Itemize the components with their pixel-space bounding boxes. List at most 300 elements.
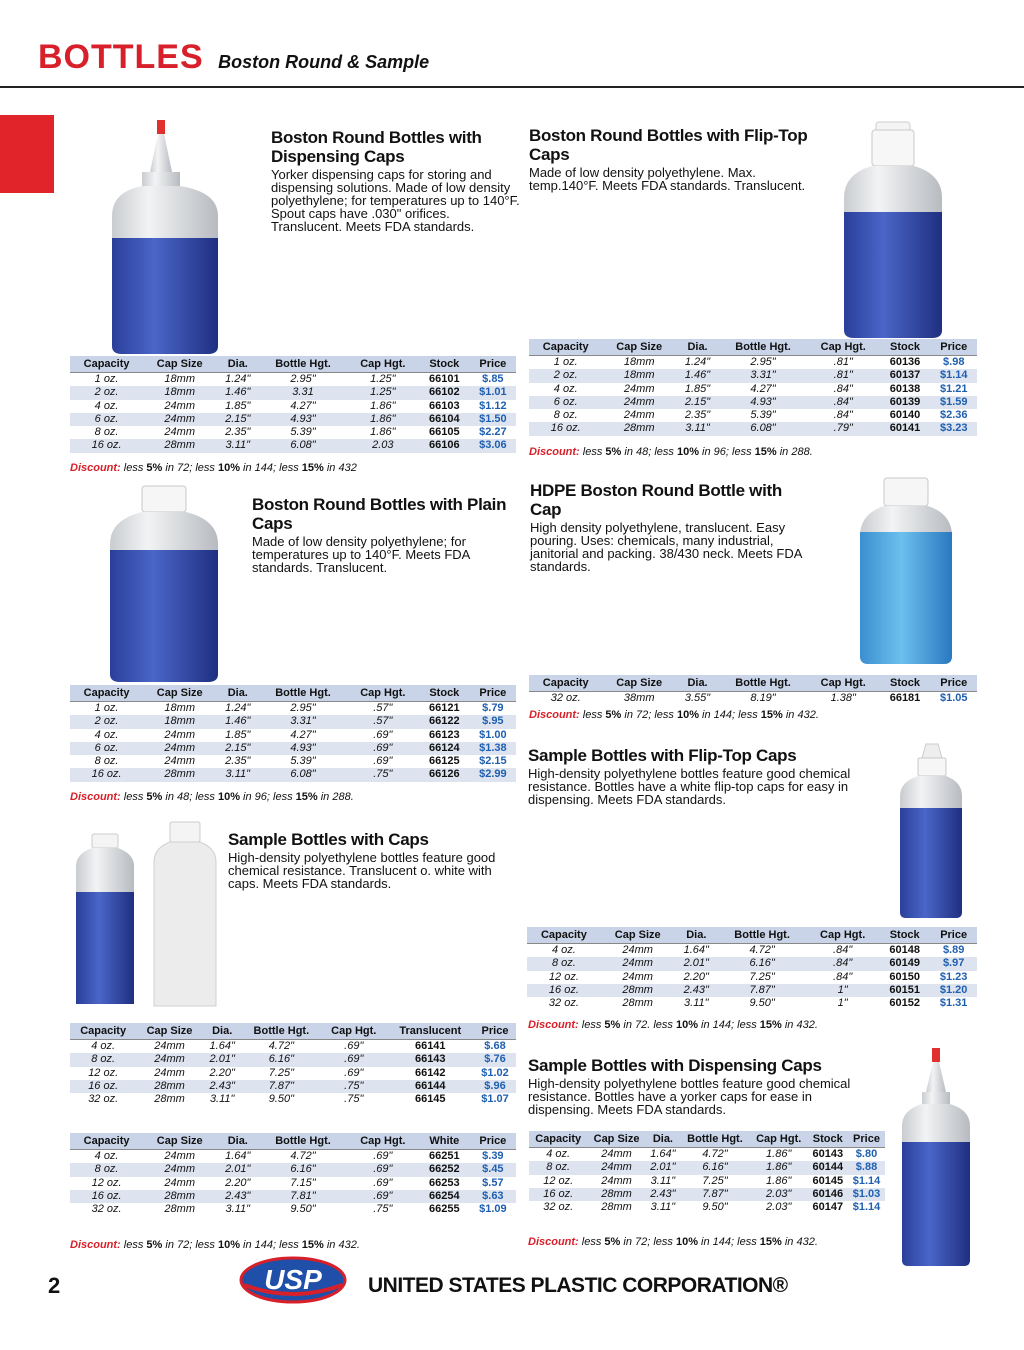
column-header: Capacity [70,356,143,373]
table-row [70,1040,516,1054]
table-cell: $2.99 [470,768,516,781]
table-cell: 66123 [429,728,460,741]
discount-part: 5% [605,709,622,721]
discount-part: in 288. [317,791,354,803]
discount-part: Discount: [70,462,121,474]
table-cell: 66104 [419,413,470,426]
table-row [70,768,516,781]
product-title: Sample Bottles with Flip-Top Caps [528,746,797,765]
table-cell: .69" [373,1176,393,1189]
table-cell: 8 oz. [553,409,578,422]
discount-part: less [578,1019,605,1031]
table-cell: 16 oz. [527,984,601,997]
table-cell: 66121 [419,702,470,716]
table-cell: .81" [807,369,880,382]
discount-part: 5% [604,1236,621,1248]
discount-part: Discount: [528,1019,579,1031]
table-cell: 24mm [623,409,655,422]
table-cell: 60137 [880,369,931,382]
discount-part: 10% [217,1239,240,1251]
table-cell: 4.93" [259,413,346,426]
table-cell: .84" [833,382,853,395]
table-cell: 2.43" [203,1080,242,1093]
table-cell: 24mm [622,970,653,983]
table-cell: $1.05 [930,692,977,706]
table-cell: 3.55" [676,692,719,706]
table-header-row [529,1131,885,1148]
table-cell: .69" [347,1163,419,1176]
discount-part: 10% [675,1236,698,1248]
column-header: Capacity [529,1131,587,1148]
table-cell: 24mm [143,1150,216,1164]
table-cell: 24mm [143,742,216,755]
discount-part: 15% [301,1239,324,1251]
product-title: HDPE Boston Round Bottle with Cap [530,481,782,519]
table-cell: .81" [807,356,880,370]
table-cell: 4 oz. [553,382,578,395]
plain-cap-bottle-image [104,484,224,684]
table-cell: .75" [347,768,419,781]
table-cell: 2.15" [216,742,259,755]
discount-part: 10% [676,709,699,721]
table-cell: .69" [321,1053,387,1066]
table-cell: 4.72" [680,1148,750,1162]
table-cell: 2.43" [675,984,718,997]
table-row [70,702,516,716]
company-name: UNITED STATES PLASTIC CORPORATION® [368,1274,788,1297]
table-header-row [70,685,516,702]
column-header: Capacity [529,675,602,692]
table-cell: 24mm [164,755,195,768]
table-cell: 1.46" [216,715,259,728]
discount-part: in 48; less [621,446,677,458]
table-cell: 28mm [143,1190,216,1203]
table-cell: 3.11" [650,1201,676,1214]
discount-part: Discount: [70,1239,121,1251]
table-row [527,984,977,997]
table-cell: 18mm [143,386,216,399]
table-cell: 24mm [136,1053,202,1066]
table-cell: 4.27" [750,382,776,395]
table-cell: $2.27 [479,426,507,439]
spec-table-flip-top [529,339,977,436]
table-cell: 24mm [587,1161,645,1174]
table-cell: 28mm [143,439,216,452]
column-header: Capacity [70,1023,136,1040]
table-row [70,1203,516,1216]
table-cell: $1.00 [479,728,507,741]
column-header: Cap Size [602,339,675,356]
table-cell: 60145 [812,1174,844,1187]
table-cell: 28mm [601,1201,632,1214]
table-cell: 2.20" [683,970,709,983]
table-cell: 1.86" [347,413,419,426]
table-cell: 8.19" [719,692,807,706]
table-cell: .69" [347,742,419,755]
discount-part: less [120,462,147,474]
column-header: Cap Size [136,1023,202,1040]
column-header: Bottle Hgt. [259,1133,346,1150]
table-cell: $.76 [474,1053,516,1066]
column-header: Price [848,1131,885,1148]
table-cell: 7.15" [290,1176,316,1189]
table-cell: .84" [806,944,879,958]
table-cell: 1.86" [750,1161,808,1174]
table-cell: 66103 [429,399,460,412]
column-header: Bottle Hgt. [718,927,806,944]
table-cell: 28mm [587,1188,645,1201]
discount-part: in 72. less [620,1019,676,1031]
table-cell: 66143 [387,1053,474,1066]
column-header: Capacity [70,685,143,702]
table-cell: 6.16" [680,1161,750,1174]
table-cell: .69" [373,728,393,741]
sample-dispensing-bottle-image [898,1046,974,1268]
table-cell: $.79 [470,702,516,716]
table-cell: 4.93" [719,396,807,409]
table-cell: 16 oz. [529,1188,587,1201]
column-header: Bottle Hgt. [680,1131,750,1148]
discount-part: in 432. [781,1019,818,1031]
table-cell: 28mm [143,768,216,781]
table-cell: 8 oz. [94,755,119,768]
table-cell: $1.01 [470,386,516,399]
table-cell: 66254 [419,1190,470,1203]
discount-note [528,1019,818,1031]
table-cell: 2.01" [216,1163,259,1176]
column-header: Cap Hgt. [347,685,419,702]
discount-part: 5% [604,1019,621,1031]
table-cell: .57" [347,715,419,728]
discount-part: 10% [217,462,240,474]
table-cell: $.97 [930,957,977,970]
table-cell: 60151 [879,984,930,997]
product-hdpe-boston-round [530,481,815,573]
table-cell: 2.35" [684,409,711,422]
discount-part: in 72; less [620,1236,676,1248]
discount-part: in 48; less [162,791,218,803]
column-header: Price [930,675,977,692]
table-row [70,1163,516,1176]
table-cell: .75" [344,1093,364,1106]
table-cell: 32 oz. [548,997,579,1010]
column-header: Cap Size [143,1133,216,1150]
table-row [529,1175,885,1188]
table-cell: 38mm [602,692,675,706]
column-header: Stock [419,685,470,702]
spec-table-sample-translucent [70,1023,516,1106]
table-header-row [529,675,977,692]
table-cell: 7.25" [702,1174,728,1187]
column-header: Price [470,685,516,702]
table-cell: 16 oz. [70,1080,136,1093]
discount-note [70,1239,360,1251]
table-row [529,1148,885,1162]
table-cell: 1" [837,997,848,1010]
table-row [529,1161,885,1174]
table-cell: 32 oz. [91,1203,122,1216]
table-cell: 6.08" [719,422,807,435]
discount-part: 5% [146,791,163,803]
product-flip-top-caps [529,126,809,192]
discount-part: 5% [146,462,163,474]
spec-table-sample-white [70,1133,516,1216]
discount-note [70,791,354,803]
table-cell: $1.50 [470,413,516,426]
discount-part: 15% [759,1019,782,1031]
table-cell: 1 oz. [70,373,143,387]
usp-logo-icon [238,1255,348,1305]
table-header-row [529,339,977,356]
table-cell: 2.43" [646,1188,680,1201]
column-header: Stock [880,339,931,356]
table-cell: 4.72" [259,1150,346,1164]
column-header: Dia. [216,685,259,702]
table-cell: 6 oz. [70,413,143,426]
column-header: White [419,1133,470,1150]
table-cell: 2.43" [216,1190,259,1203]
discount-part: Discount: [529,709,580,721]
product-sample-caps [228,830,520,890]
table-cell: $.39 [470,1150,516,1164]
table-cell: 2.35" [225,755,251,768]
table-cell: $1.20 [930,984,977,997]
table-cell: 12 oz. [91,1176,122,1189]
discount-part: 15% [760,709,783,721]
table-cell: 8 oz. [529,1161,587,1174]
column-header: Cap Hgt. [807,339,880,356]
table-cell: 4 oz. [70,1150,143,1164]
table-row [527,944,977,958]
discount-part: in 96; less [240,791,296,803]
column-header: Price [470,356,516,373]
table-cell: $1.14 [930,369,977,382]
table-cell: $.88 [848,1161,885,1174]
table-cell: 60150 [889,970,920,983]
table-row [70,386,516,399]
table-cell: 9.50" [702,1201,728,1214]
table-cell: 4 oz. [94,728,119,741]
flip-top-bottle-image [838,120,948,340]
table-cell: 24mm [164,1176,195,1189]
discount-part: in 144; less [698,1019,760,1031]
discount-part: in 96; less [699,446,755,458]
table-cell: 32 oz. [529,692,602,706]
table-cell: 66252 [419,1163,470,1176]
table-cell: 66141 [387,1040,474,1054]
table-cell: 18mm [143,715,216,728]
discount-part: in 144; less [698,1236,760,1248]
column-header: Cap Hgt. [347,356,419,373]
table-cell: 2.95" [719,356,807,370]
discount-part: Discount: [70,791,121,803]
table-cell: 8 oz. [70,1053,136,1066]
table-row [70,1080,516,1093]
table-cell: .84" [833,409,853,422]
table-cell: 66144 [387,1080,474,1093]
table-cell: 24mm [601,1174,632,1187]
table-cell: 1.25" [347,386,419,399]
table-cell: 2.01" [646,1161,680,1174]
table-row [70,1093,516,1106]
table-cell: $1.03 [848,1188,885,1201]
header-rule [0,86,1024,88]
table-cell: 3.11" [225,1203,251,1216]
discount-part: 10% [676,446,699,458]
table-cell: $1.14 [852,1174,881,1187]
table-cell: 2.03" [750,1188,808,1201]
section-title: BOTTLES [38,38,204,76]
table-cell: 12 oz. [543,1174,574,1187]
table-cell: 7.25" [268,1066,295,1079]
table-row [70,715,516,728]
table-cell: 66145 [414,1093,446,1106]
spec-table-sample-dispensing [529,1131,885,1214]
table-cell: 2 oz. [70,715,143,728]
table-cell: 60140 [889,409,921,422]
table-row [70,439,516,452]
table-row [70,742,516,755]
table-cell: $1.59 [930,396,977,409]
table-cell: .75" [373,1203,393,1216]
table-cell: $2.36 [939,409,968,422]
table-cell: 60136 [880,356,931,370]
table-cell: 60146 [808,1188,849,1201]
table-cell: 4 oz. [70,1040,136,1054]
product-description: Made of low density polyethylene; for temperatures up to 140°F. Meets FDA standards. Translucent. [252,534,470,575]
page-number: 2 [48,1273,61,1298]
column-header: Stock [419,356,470,373]
table-cell: 16 oz. [529,422,602,435]
table-cell: 1.86" [370,426,396,439]
discount-part: less [120,1239,147,1251]
table-cell: 1.24" [216,373,259,387]
discount-part: less [579,709,606,721]
table-cell: 6 oz. [70,742,143,755]
column-header: Cap Hgt. [750,1131,808,1148]
column-header: Price [930,927,977,944]
product-title: Boston Round Bottles with Plain Caps [252,495,507,533]
column-header: Dia. [675,927,718,944]
table-cell: 8 oz. [70,1163,143,1176]
table-cell: 3.31" [719,369,807,382]
discount-part: 5% [605,446,622,458]
product-plain-caps [252,495,517,574]
spec-table-hdpe [529,675,977,705]
table-cell: 2 oz. [529,369,602,382]
table-cell: $.89 [930,944,977,958]
table-cell: 6.16" [718,957,806,970]
table-cell: $3.06 [470,439,516,452]
dispensing-bottle-image [100,118,230,358]
product-description: High density polyethylene, translucent. Easy pouring. Uses: chemicals, many industrial, janitorial and packing. 38/430 neck. Meets FDA standards. [530,520,802,574]
column-header: Cap Size [601,927,675,944]
column-header: Bottle Hgt. [259,356,346,373]
table-row [70,400,516,413]
table-cell: 24mm [143,413,216,426]
discount-part: in 144; less [240,462,302,474]
table-cell: $.45 [470,1163,516,1176]
column-header: Dia. [203,1023,242,1040]
table-cell: 28mm [602,422,675,435]
column-header: Cap Hgt. [321,1023,387,1040]
table-cell: 66253 [429,1176,460,1189]
table-cell: .69" [373,755,393,768]
table-cell: 1.86" [370,399,396,412]
section-subtitle: Boston Round & Sample [218,52,430,72]
spec-table-sample-flip-top [527,927,977,1010]
table-cell: 24mm [164,399,195,412]
table-cell: 18mm [143,373,216,387]
discount-part: in 144; less [699,709,761,721]
column-header: Bottle Hgt. [242,1023,321,1040]
table-cell: 28mm [136,1080,202,1093]
product-description: Made of low density polyethylene. Max. temp.140°F. Meets FDA standards. Translucent. [529,165,806,193]
table-cell: 2.01" [203,1053,242,1066]
discount-part: in 144; less [240,1239,302,1251]
table-cell: 32 oz. [543,1201,574,1214]
table-cell: 4.27" [290,399,316,412]
table-cell: 60143 [808,1148,849,1162]
table-header-row [70,1023,516,1040]
table-cell: 60144 [808,1161,849,1174]
table-cell: 2.20" [225,1176,251,1189]
discount-note [528,1236,818,1248]
table-cell: 66122 [419,715,470,728]
table-row [527,997,977,1010]
table-cell: 18mm [602,356,675,370]
table-cell: 3.11" [216,439,259,452]
table-cell: 1 oz. [70,702,143,716]
table-cell: 1 oz. [529,356,602,370]
table-row [529,1188,885,1201]
table-row [529,383,977,396]
discount-part: in 72; less [621,709,677,721]
table-cell: $1.23 [939,970,968,983]
product-description: High-density polyethylene bottles feature good chemical resistance. Bottles have a yorker caps for ease in dispensing. Meets FDA standards. [528,1076,851,1117]
column-header: Cap Hgt. [806,927,879,944]
table-cell: 24mm [136,1040,202,1054]
table-cell: 3.11" [209,1093,235,1106]
table-cell: 24mm [154,1066,185,1079]
discount-note [529,446,813,458]
column-header: Stock [879,927,930,944]
table-cell: 2.20" [209,1066,235,1079]
table-cell: .69" [347,1190,419,1203]
table-cell: 1" [806,984,879,997]
table-cell: 2.15" [216,413,259,426]
table-cell: 12 oz. [88,1066,119,1079]
table-cell: 66251 [419,1150,470,1164]
column-header: Dia. [676,675,719,692]
table-cell: .84" [807,396,880,409]
table-cell: 3.11" [216,768,259,781]
table-row [70,1067,516,1080]
table-row [527,957,977,970]
discount-part: 5% [146,1239,163,1251]
table-cell: 16 oz. [70,1190,143,1203]
table-cell: 5.39" [290,755,316,768]
column-header: Dia. [216,356,259,373]
table-cell: 24mm [623,382,655,395]
table-cell: 7.87" [680,1188,750,1201]
table-cell: 66142 [414,1066,446,1079]
table-cell: $.95 [470,715,516,728]
discount-part: less [579,446,606,458]
table-cell: 6.08" [259,768,346,781]
discount-part: less [120,791,147,803]
table-cell: 66105 [429,426,460,439]
